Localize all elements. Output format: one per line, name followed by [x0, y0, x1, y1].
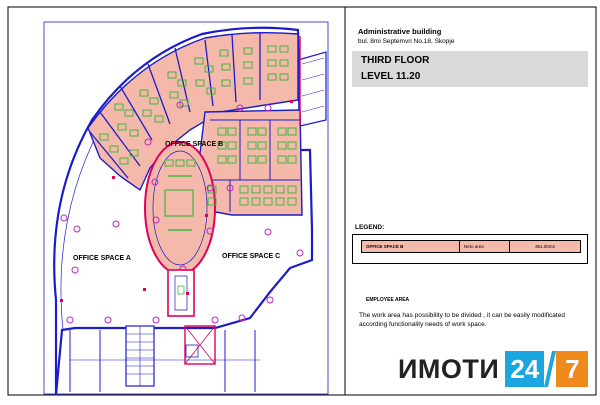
right-wing-lines	[302, 58, 324, 112]
brand-word: ИМОТИ	[398, 353, 500, 384]
building-address: bul. 8mi Septemvri No.18, Skopje	[358, 38, 455, 45]
label-office-space-a: OFFICE SPACE A	[73, 255, 131, 262]
floor-level: LEVEL 11.20	[361, 71, 421, 82]
brand-number: 24	[505, 351, 544, 387]
stair-core	[168, 270, 194, 316]
label-office-space-b: OFFICE SPACE B	[165, 141, 224, 148]
central-core	[145, 142, 215, 274]
legend-space-name: OFFICE SPACE B	[362, 241, 460, 252]
legend-area-value: 351.00m2	[534, 244, 555, 249]
brand-slash-icon	[544, 351, 556, 387]
legend-title: LEGEND:	[355, 224, 385, 231]
brand-suffix: 7	[556, 351, 588, 387]
building-name: Administrative building	[358, 27, 442, 36]
label-office-space-c: OFFICE SPACE C	[222, 253, 281, 260]
legend-row	[361, 240, 581, 253]
brand-logo	[398, 351, 588, 387]
employee-area-title: EMPLOYEE AREA	[366, 297, 410, 303]
legend-net-label: Neto area	[460, 241, 510, 252]
employee-area-text: The work area has possibility to be divided , it can be easily modificated according functionality needs of work space.	[359, 312, 565, 328]
floor-name: THIRD FLOOR	[361, 55, 430, 66]
right-wing	[298, 52, 326, 126]
